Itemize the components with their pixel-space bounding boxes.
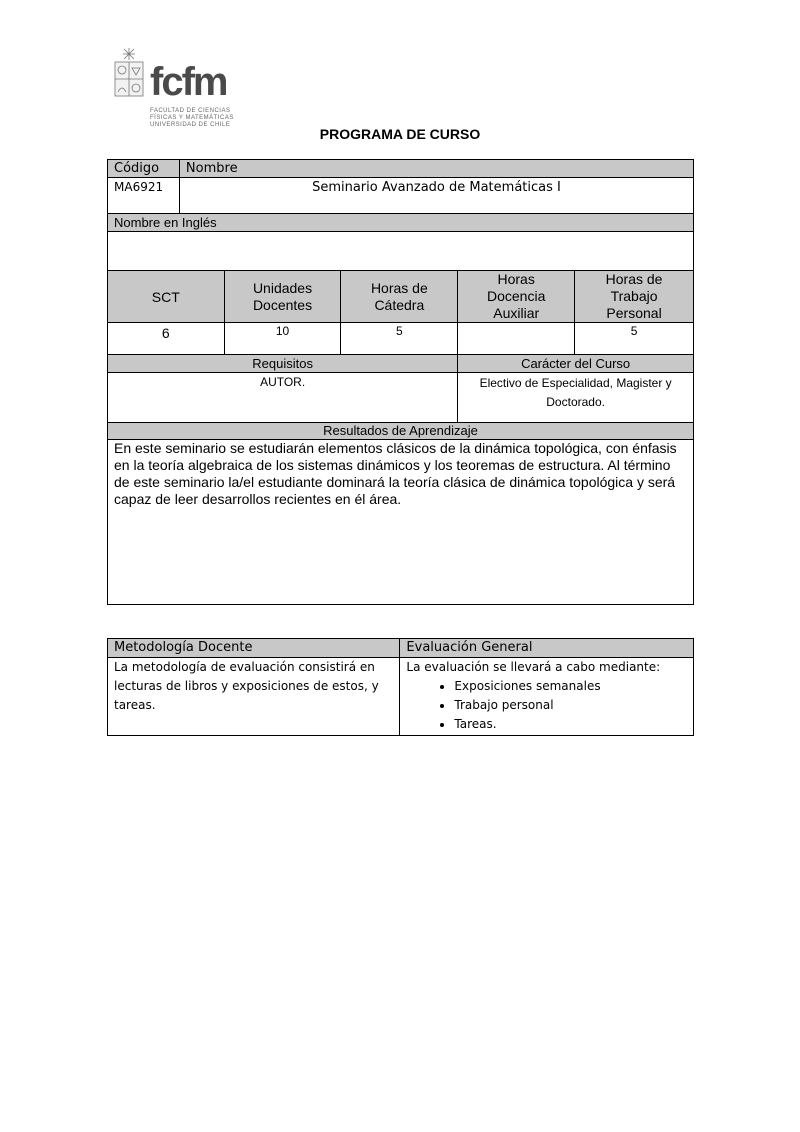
evaluacion-cell — [400, 658, 694, 736]
sct-value: 6 — [108, 323, 225, 355]
unidades-docentes-header: Unidades Docentes — [224, 271, 341, 323]
list-item: • Trabajo personal — [454, 696, 687, 715]
list-item: • Tareas. — [454, 715, 687, 734]
requisitos-header: Requisitos — [108, 355, 458, 373]
unidades-docentes-value: 10 — [224, 323, 341, 355]
caracter-header: Carácter del Curso — [458, 355, 694, 373]
evaluacion-header: Evaluación General — [400, 639, 694, 658]
resultados-header: Resultados de Aprendizaje — [108, 423, 694, 440]
logo-wordmark: fcfm — [150, 60, 227, 104]
nombre-ingles-header: Nombre en Inglés — [108, 214, 694, 232]
university-crest-icon — [112, 46, 146, 102]
nombre-header: Nombre — [179, 160, 693, 178]
nombre-value: Seminario Avanzado de Matemáticas I — [179, 178, 693, 214]
metodologia-text: La metodología de evaluación consistirá en lecturas de libros y exposiciones de estos, y tareas. — [108, 658, 400, 736]
horas-catedra-value: 5 — [341, 323, 458, 355]
requisitos-value: AUTOR. — [108, 373, 458, 423]
horas-auxiliar-header: Horas Docencia Auxiliar — [458, 271, 575, 323]
horas-catedra-header: Horas de Cátedra — [341, 271, 458, 323]
sct-header: SCT — [108, 271, 225, 323]
logo-subtitle-3: UNIVERSIDAD DE CHILE — [150, 122, 231, 128]
evaluacion-intro: La evaluación se llevará a cabo mediante: — [406, 660, 661, 674]
evaluacion-list — [406, 677, 687, 734]
metodologia-header: Metodología Docente — [108, 639, 400, 658]
logo-subtitle-2: FÍSICAS Y MATEMÁTICAS — [150, 115, 234, 121]
course-info-table — [107, 159, 694, 605]
codigo-header: Código — [108, 160, 180, 178]
resultados-text: En este seminario se estudiarán elementos clásicos de la dinámica topológica, con énfasis en la teoría algebraica de los sistemas dinámicos y los teoremas de estructura. Al término de este seminario la/el estudiante dominará la teoría clásica de dinámica topológica y será capaz de leer desarrollos recientes en él área. — [108, 440, 694, 605]
nombre-ingles-value — [108, 232, 694, 271]
horas-auxiliar-value — [458, 323, 575, 355]
list-item: • Exposiciones semanales — [454, 677, 687, 696]
logo-subtitle-1: FACULTAD DE CIENCIAS — [150, 108, 231, 114]
horas-personal-header: Horas de Trabajo Personal — [575, 271, 694, 323]
page-title: PROGRAMA DE CURSO — [319, 126, 481, 142]
method-evaluation-table — [107, 638, 694, 736]
fcfm-logo — [112, 46, 242, 130]
horas-personal-value: 5 — [575, 323, 694, 355]
caracter-value: Electivo de Especialidad, Magister y Doctorado. — [458, 373, 694, 423]
codigo-value: MA6921 — [108, 178, 180, 214]
